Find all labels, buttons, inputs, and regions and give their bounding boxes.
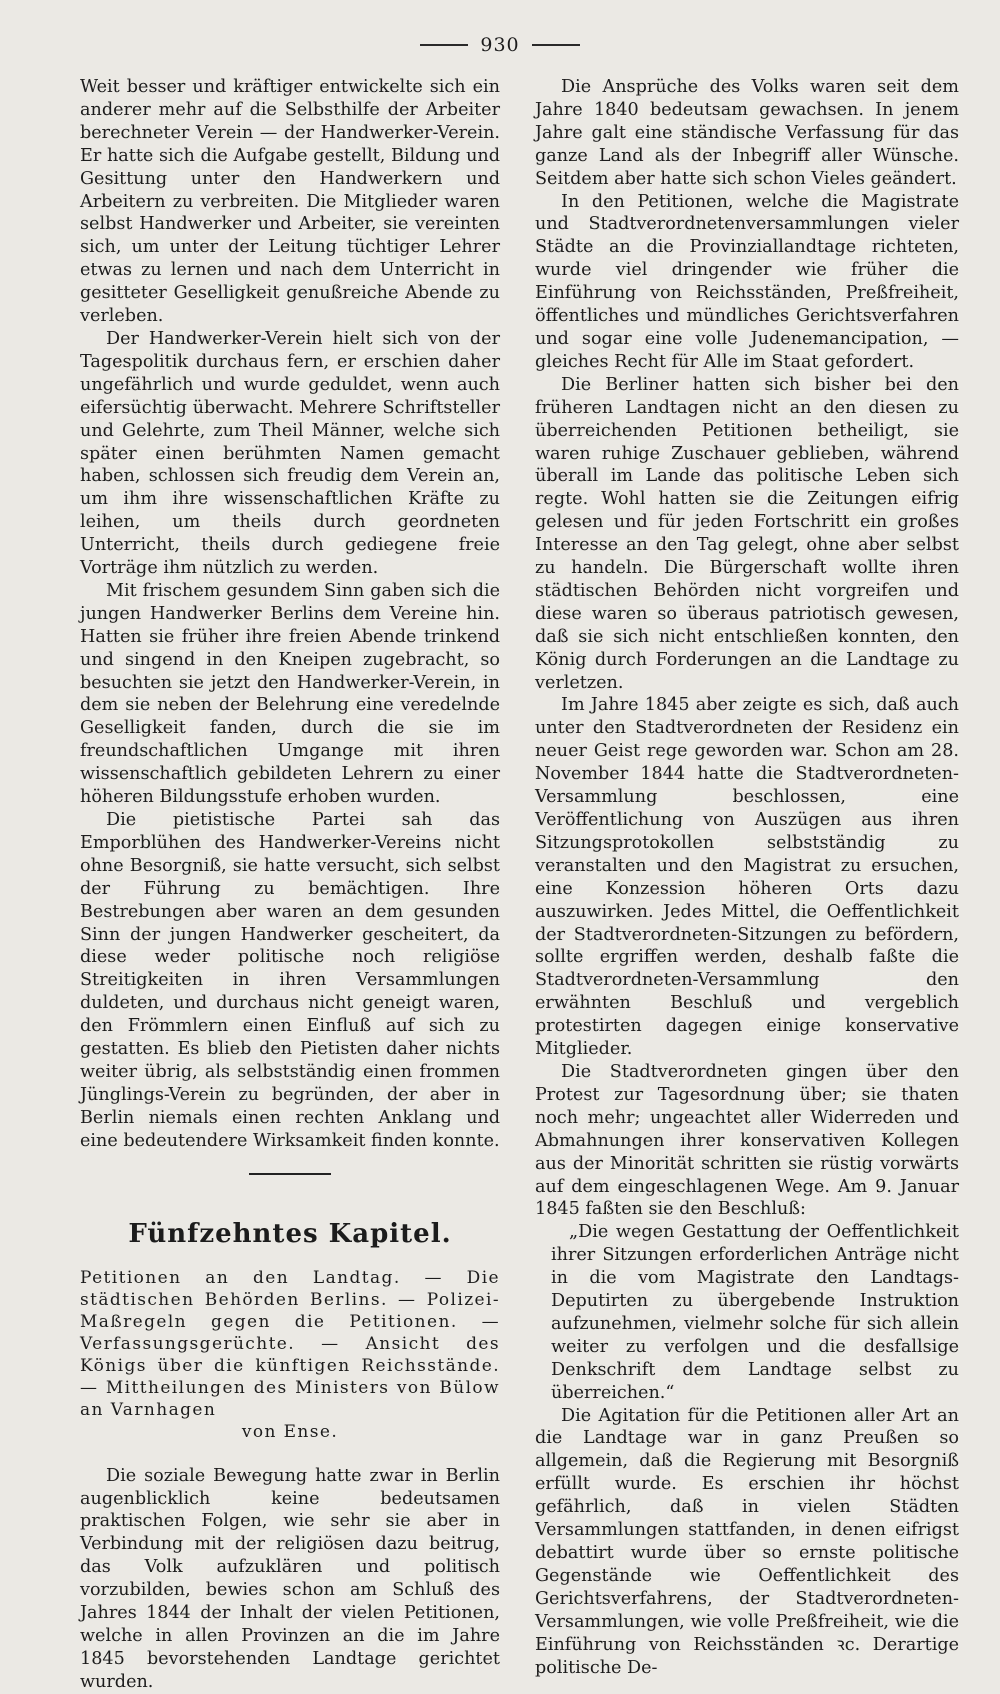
- paragraph: Die Ansprüche des Volks waren seit dem Jahre 1840 bedeutsam gewachsen. In jenem Jahre galt eine ständische Verfassung für das ganze Land als der Inbegriff aller Wünsche. Seitdem aber hatte sich schon Vieles geändert.: [535, 77, 959, 189]
- paragraph: Weit besser und kräftiger entwickelte sich ein anderer mehr auf die Selbsthilfe der Arbeiter berechneter Verein — der Handwerker-Verein. Er hatte sich die Aufgabe gestellt, Bildung und Gesittung unter den Handwerkern und Arbeitern zu verbreiten. Die Mitglieder waren selbst Handwerker und Arbeiter, sie vereinten sich, um unter der Leitung tüchtiger Lehrer etwas zu lernen und nach dem Unterricht in gesitteter Geselligkeit genußreiche Abende zu verleben.: [80, 77, 500, 327]
- quoted-resolution: „Die wegen Gestattung der Oeffentlichkeit ihrer Sitzungen erforderlichen Anträge nicht in die vom Magistrate den Landtags-Deputirten zu übergebende Instruktion aufzunehmen, vielmehr solche für sich allein weiter zu verfolgen und die desfallsige Denkschrift dem Landtage selbst zu überreichen.“: [551, 1222, 959, 1403]
- paragraph: Die Agitation für die Petitionen aller Art an die Landtage war in ganz Preußen so allgemein, daß die Regierung mit Besorgniß erfüllt wurde. Es erschien ihr höchst gefährlich, daß in vielen Städten Versammlungen stattfanden, in denen eifrigst debattirt wurde über so ernste politische Gegenstände wie Oeffentlichkeit des Gerichtsverfahrens, der Stadtverordneten-Versammlungen, wie volle Preßfreiheit, wie die Einführung von Reichsständen ꝛc. Derartige politische De-: [535, 1405, 959, 1678]
- section-divider: [249, 1173, 331, 1175]
- chapter-summary-text: Petitionen an den Landtag. — Die städtischen Behörden Berlins. — Polizei-Maßregeln gegen die Petitionen. — Verfassungsgerüchte. — Ansicht des Königs über die künftigen Reichsstände. — Mittheilungen des Ministers von Bülow an Varnhagen: [80, 1267, 500, 1420]
- left-column: [80, 76, 500, 1694]
- page-header: [0, 34, 1000, 56]
- paragraph: Die pietistische Partei sah das Emporblühen des Handwerker-Vereins nicht ohne Besorgniß, sie hatte versucht, sich selbst der Führung zu bemächtigen. Ihre Bestrebungen aber waren an dem gesunden Sinn der jungen Handwerker gescheitert, da diese weder politische noch religiöse Streitigkeiten in ihren Versammlungen duldeten, und durchaus nicht geneigt waren, den Frömmlern einen Einfluß auf sich zu gestatten. Es blieb den Pietisten daher nichts weiter übrig, als selbstständig einen frommen Jünglings-Verein zu begründen, der aber in Berlin niemals einen rechten Anklang und eine bedeutendere Wirksamkeit finden konnte.: [80, 810, 500, 1151]
- paragraph: Die Berliner hatten sich bisher bei den früheren Landtagen nicht an den diesen zu überreichenden Petitionen betheiligt, sie waren ruhige Zuschauer geblieben, während überall im Lande das politische Leben sich regte. Wohl hatten sie die Zeitungen eifrig gelesen und für jeden Fortschritt ein großes Interesse an den Tag gelegt, ohne aber selbst zu handeln. Die Bürgerschaft wollte ihren städtischen Behörden nicht vorgreifen und diese waren so überaus patriotisch gewesen, daß sie sich nicht entschließen konnten, den König durch Forderungen an die Landtage zu verletzen.: [535, 374, 959, 693]
- header-rule-left: [420, 44, 468, 46]
- paragraph: In den Petitionen, welche die Magistrate und Stadtverordnetenversammlungen vieler Städte an die Provinziallandtage richteten, wurde viel dringender wie früher die Einführung von Reichsständen, Preßfreiheit, öffentliches und mündliches Gerichtsverfahren und sogar eine volle Judenemancipation, — gleiches Recht für Alle im Staat gefordert.: [535, 191, 959, 372]
- paragraph: Die soziale Bewegung hatte zwar in Berlin augenblicklich keine bedeutsamen praktischen Folgen, wie sehr sie aber in Verbindung mit der religiösen dazu beitrug, das Volk aufzuklären und politisch vorzubilden, bewies schon am Schluß des Jahres 1844 der Inhalt der vielen Petitionen, welche in allen Provinzen an die im Jahre 1845 bevorstehenden Landtage gerichtet wurden.: [80, 1465, 500, 1692]
- page-number: 930: [480, 34, 520, 56]
- paragraph: Mit frischem gesundem Sinn gaben sich die jungen Handwerker Berlins dem Vereine hin. Hatten sie früher ihre freien Abende trinkend und singend in den Kneipen zugebracht, so besuchten sie jetzt den Handwerker-Verein, in dem sie neben der Belehrung eine veredelnde Geselligkeit fanden, durch die sie im freundschaftlichen Umgange mit ihren wissenschaftlich gebildeten Lehrern zu einer höheren Bildungsstufe erhoben wurden.: [80, 580, 500, 808]
- chapter-summary: [80, 1267, 500, 1443]
- header-rule-right: [532, 44, 580, 46]
- paragraph: Die Stadtverordneten gingen über den Protest zur Tagesordnung über; sie thaten noch mehr; ungeachtet aller Widerreden und Abmahnungen ihrer konservativen Kollegen aus der Minorität schritten sie rüstig vorwärts auf dem eingeschlagenen Wege. Am 9. Januar 1845 faßten sie den Beschluß:: [535, 1061, 959, 1220]
- paragraph: Der Handwerker-Verein hielt sich von der Tagespolitik durchaus fern, er erschien daher ungefährlich und wurde geduldet, wenn auch eifersüchtig überwacht. Mehrere Schriftsteller und Gelehrte, zum Theil Männer, welche sich später einen berühmten Namen gemacht haben, schlossen sich freudig dem Verein an, um ihm ihre wissenschaftlichen Kräfte zu leihen, um theils durch geordneten Unterricht, theils durch gediegene freie Vorträge ihm nützlich zu werden.: [80, 328, 500, 579]
- chapter-title: Fünfzehntes Kapitel.: [128, 1218, 452, 1249]
- chapter-summary-last-line: von Ense.: [241, 1421, 339, 1442]
- paragraph: Im Jahre 1845 aber zeigte es sich, daß auch unter den Stadtverordneten der Residenz ein neuer Geist rege geworden war. Schon am 28. November 1844 hatte die Stadtverordneten-Versammlung beschlossen, eine Veröffentlichung von Auszügen aus ihren Sitzungsprotokollen selbstständig zu veranstalten und den Magistrat zu ersuchen, eine Konzession höheren Orts dazu auszuwirken. Jedes Mittel, die Oeffentlichkeit der Stadtverordneten-Sitzungen zu befördern, sollte ergriffen werden, deshalb faßte die Stadtverordneten-Versammlung den erwähnten Beschluß und vergeblich protestirten dagegen einige konservative Mitglieder.: [535, 695, 959, 1060]
- right-column: [535, 76, 959, 1679]
